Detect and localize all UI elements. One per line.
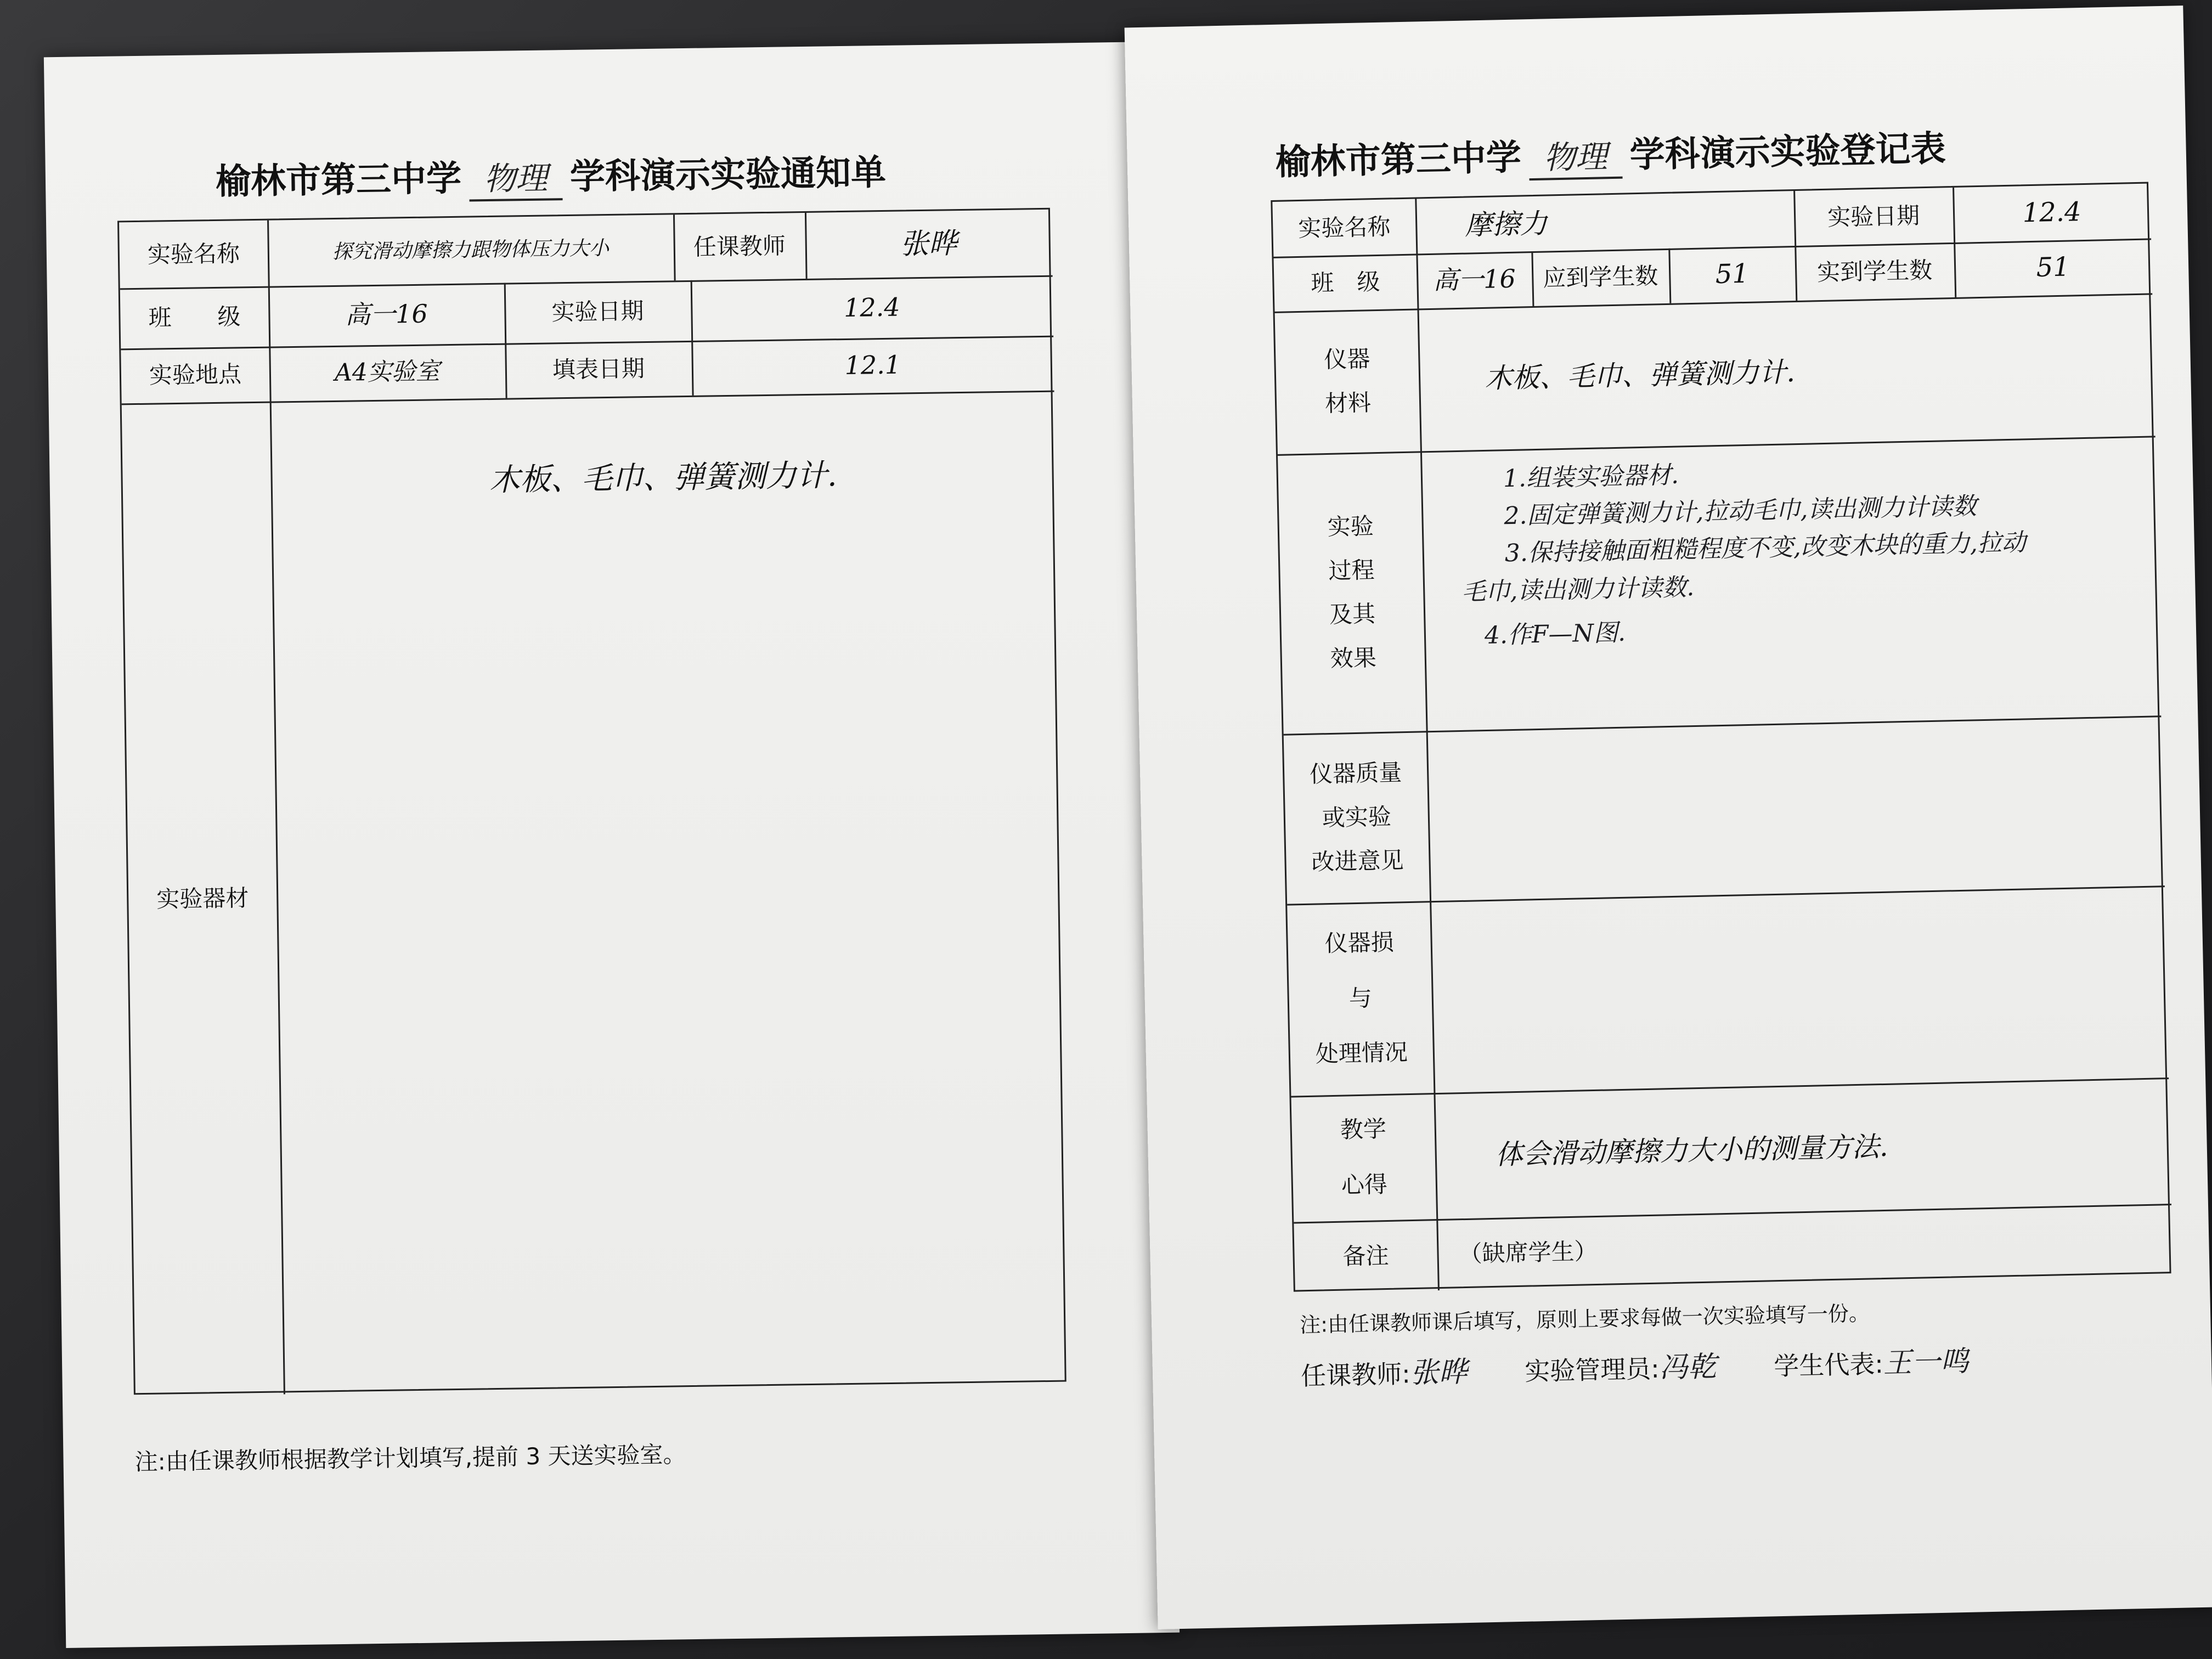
notice-title — [215, 144, 886, 205]
reg-label-experiment-name: 实验名称 — [1297, 213, 1391, 242]
label-fill-date: 填表日期 — [552, 355, 645, 383]
reg-label-process-line3: 及其 — [1329, 600, 1376, 628]
signature-row — [1300, 1338, 1969, 1393]
register-title — [1275, 120, 1946, 186]
label-experiment-date: 实验日期 — [551, 297, 644, 326]
label-equipment: 实验器材 — [156, 884, 249, 913]
reg-label-expected: 应到学生数 — [1542, 262, 1658, 292]
admin-signature: 冯乾 — [1659, 1350, 1717, 1385]
process-step-1: 1.组装实验器材. — [1503, 461, 1679, 493]
value-class: 高一16 — [345, 298, 428, 330]
notice-subject: 物理 — [469, 152, 562, 201]
reg-label-instruments — [1275, 308, 1420, 454]
reg-label-teaching-line1: 教学 — [1340, 1115, 1387, 1143]
value-teacher: 张晔 — [900, 227, 958, 261]
value-equipment: 木板、毛巾、弹簧测力计. — [489, 458, 837, 498]
reg-value-expected: 51 — [1715, 258, 1750, 290]
reg-label-process-line2: 过程 — [1328, 556, 1375, 585]
register-table — [1271, 182, 2171, 1292]
reg-label-process-line1: 实验 — [1327, 512, 1374, 541]
reg-label-damage-line2: 与 — [1348, 984, 1373, 1012]
reg-label-damage — [1287, 901, 1434, 1096]
reg-label-damage-line1: 仪器损 — [1324, 928, 1395, 957]
reg-label-instruments-line2: 材料 — [1324, 389, 1372, 417]
teacher-signature: 张晔 — [1409, 1355, 1468, 1390]
process-step-3: 3.保持接触面粗糙程度不变,改变木块的重力,拉动 — [1504, 528, 2027, 568]
reg-value-remarks: （缺席学生） — [1459, 1238, 1598, 1268]
register-subject: 物理 — [1528, 131, 1623, 181]
label-experiment-name: 实验名称 — [147, 240, 240, 268]
reg-process-steps — [1448, 449, 2028, 655]
reg-label-teaching-line2: 心得 — [1341, 1170, 1388, 1199]
reg-label-process — [1278, 451, 1426, 733]
register-footnote: 注:由任课教师课后填写，原则上要求每做一次实验填写一份。 — [1299, 1301, 1870, 1338]
reg-label-quality — [1284, 731, 1430, 904]
reg-value-experiment-date: 12.4 — [2022, 196, 2082, 229]
label-class: 班 级 — [148, 303, 241, 331]
notice-footnote: 注:由任课教师根据教学计划填写,提前 3 天送实验室。 — [134, 1441, 686, 1476]
reg-label-experiment-date: 实验日期 — [1827, 202, 1920, 231]
reg-value-experiment-name: 摩擦力 — [1464, 207, 1548, 241]
reg-label-actual: 实到学生数 — [1816, 256, 1933, 286]
value-fill-date: 12.1 — [844, 349, 901, 381]
reg-label-remarks: 备注 — [1342, 1242, 1390, 1270]
label-location: 实验地点 — [149, 360, 242, 389]
reg-label-quality-line2: 或实验 — [1322, 803, 1392, 832]
teacher-sign-label: 任课教师: — [1300, 1359, 1411, 1391]
register-sheet — [1125, 5, 2212, 1629]
reg-value-teaching: 体会滑动摩擦力大小的测量方法. — [1495, 1130, 1889, 1171]
reg-label-process-line4: 效果 — [1330, 644, 1377, 672]
reg-label-quality-line1: 仪器质量 — [1309, 759, 1402, 788]
process-step-3-cont: 毛巾,读出测力计读数. — [1461, 573, 1695, 606]
register-title-prefix: 榆林市第三中学 — [1275, 137, 1522, 183]
label-teacher: 任课教师 — [693, 232, 786, 261]
value-location: A4实验室 — [334, 357, 441, 387]
process-step-4: 4.作F—N图. — [1484, 618, 1626, 650]
notice-sheet — [44, 42, 1180, 1648]
student-signature: 王一鸣 — [1883, 1345, 1970, 1380]
value-experiment-date: 12.4 — [843, 292, 900, 323]
reg-label-class: 班 级 — [1310, 268, 1380, 297]
notice-title-suffix: 学科演示实验通知单 — [569, 152, 887, 198]
admin-sign-label: 实验管理员: — [1524, 1353, 1660, 1386]
reg-label-teaching — [1291, 1093, 1436, 1222]
reg-value-instruments: 木板、毛巾、弹簧测力计. — [1484, 356, 1796, 394]
register-title-suffix: 学科演示实验登记表 — [1629, 128, 1946, 176]
reg-value-class: 高一16 — [1432, 264, 1516, 296]
reg-label-instruments-line1: 仪器 — [1323, 345, 1370, 374]
notice-table — [117, 208, 1066, 1395]
reg-label-damage-line3: 处理情况 — [1315, 1039, 1408, 1068]
student-sign-label: 学生代表: — [1773, 1349, 1884, 1381]
process-step-2: 2.固定弹簧测力计,拉动毛巾,读出测力计读数 — [1503, 492, 1977, 531]
value-experiment-name: 探究滑动摩擦力跟物体压力大小 — [332, 236, 610, 263]
notice-title-prefix: 榆林市第三中学 — [215, 158, 462, 202]
reg-value-actual: 51 — [2036, 251, 2070, 284]
reg-label-quality-line3: 改进意见 — [1311, 847, 1404, 876]
